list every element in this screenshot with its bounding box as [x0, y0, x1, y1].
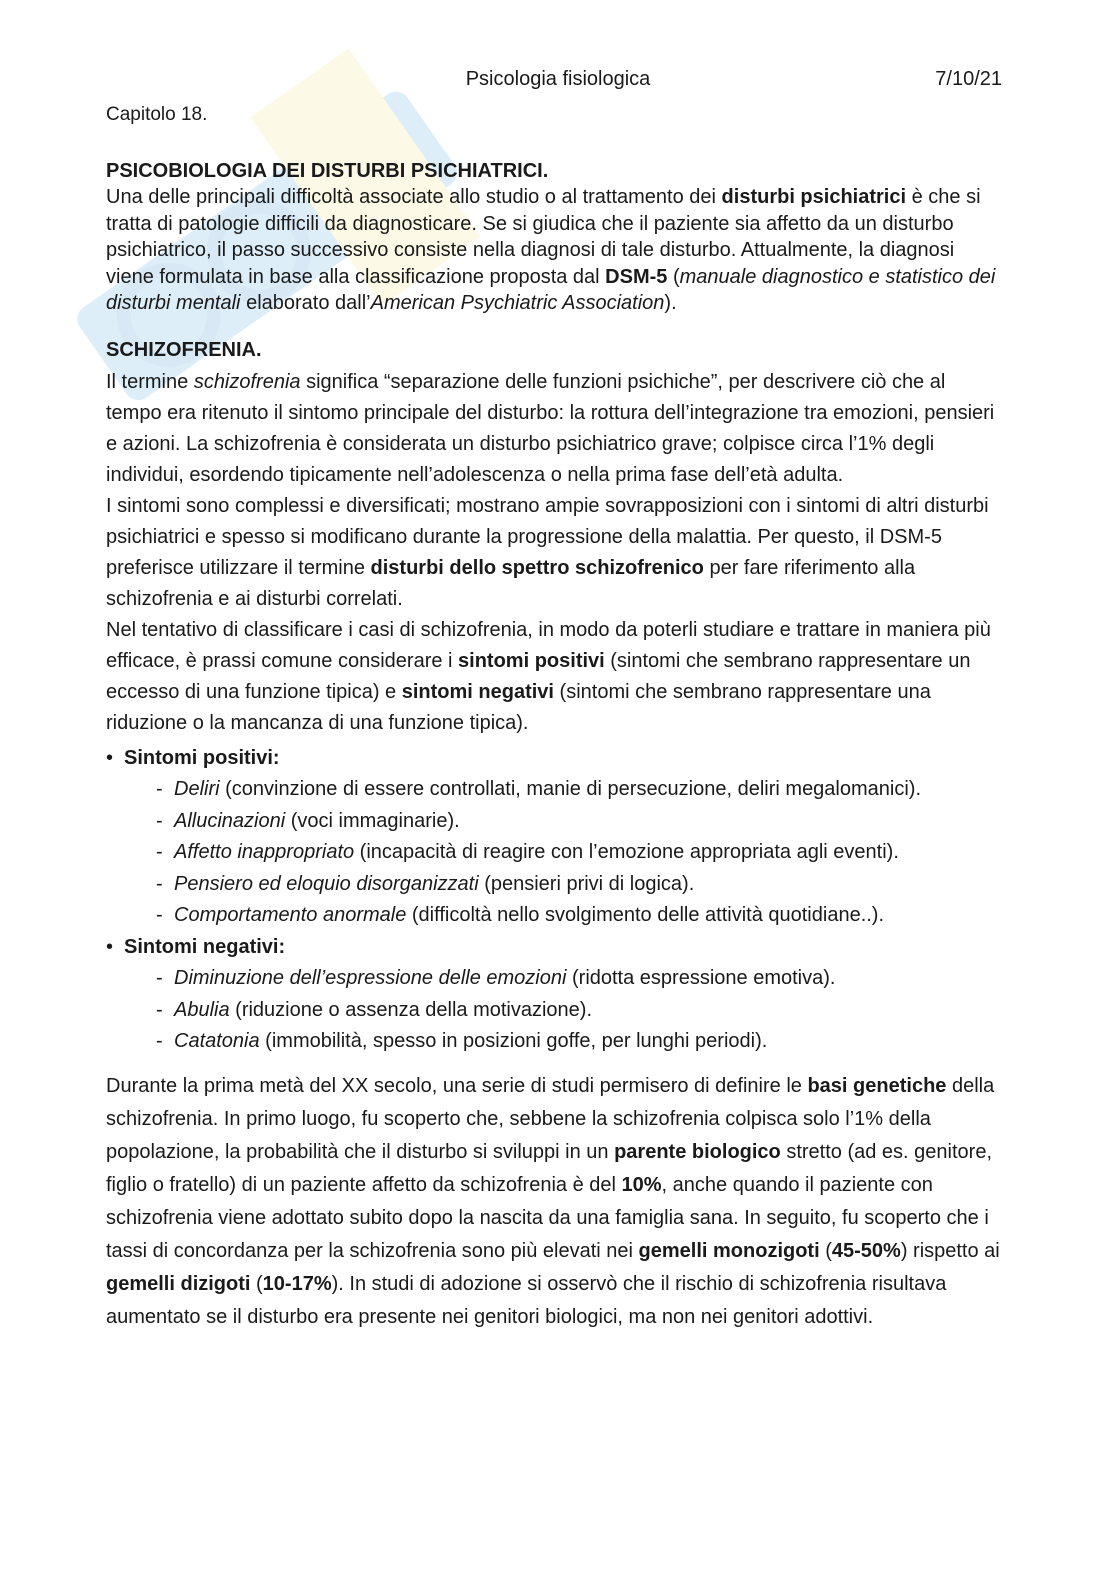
list-item: - Allucinazioni (voci immaginarie). — [156, 806, 1006, 838]
positive-symptoms: • Sintomi positivi: - Deliri (convinzione di essere controllati, manie di persecuzione, deliri megalomanici). - Allucinazioni (voci immaginarie). - Affetto inappropriato (incapacità di reagire con l’emozione appropriata agli eventi). - Pensiero ed eloquio disorganizzati (pensieri privi di logica). - Comportamento anormale (difficoltà nello svolgimento delle attività quotidiane..). — [106, 743, 1006, 932]
list-item: - Comportamento anormale (difficoltà nello svolgimento delle attività quotidiane..). — [156, 900, 1006, 932]
negative-symptoms: • Sintomi negativi: - Diminuzione dell’espressione delle emozioni (ridotta espressione emotiva). - Abulia (riduzione o assenza della motivazione). - Catatonia (immobilità, spesso in posizioni goffe, per lunghi periodi). — [106, 932, 1006, 1058]
intro-paragraph: Una delle principali difficoltà associate allo studio o al trattamento dei disturbi psichiatrici è che si tratta di patologie difficili da diagnosticare. Se si giudica che il paziente sia affetto da un disturbo psichiatrico, il passo successivo consiste nella diagnosi di tale disturbo. Attualmente, la diagnosi viene formulata in base alla classificazione proposta dal DSM-5 (manuale diagnostico e statistico dei disturbi mentali elaborato dall’American Psychiatric Association). — [106, 186, 996, 314]
section-heading-psicobiologia: PSICOBIOLOGIA DEI DISTURBI PSICHIATRICI. — [106, 160, 549, 182]
document-body — [106, 158, 1006, 1334]
schizofrenia-paragraph-1: Il termine schizofrenia significa “separazione delle funzioni psichiche”, per descrivere ciò che al tempo era ritenuto il sintomo principale del disturbo: la rottura dell’integrazione tra emozioni, pensieri e azioni. La schizofrenia è considerata un disturbo psichiatrico grave; colpisce circa l’1% degli individui, esordendo tipicamente nell’adolescenza o nella prima fase dell’età adulta. — [106, 370, 995, 486]
list-item: - Catatonia (immobilità, spesso in posizioni goffe, per lunghi periodi). — [156, 1026, 1006, 1058]
list-item: - Pensiero ed eloquio disorganizzati (pensieri privi di logica). — [156, 869, 1006, 901]
chapter-label: Capitolo 18. — [106, 104, 208, 125]
list-item: - Affetto inappropriato (incapacità di reagire con l’emozione appropriata agli eventi). — [156, 837, 1006, 869]
genetics-paragraph: Durante la prima metà del XX secolo, una serie di studi permisero di definire le basi genetiche della schizofrenia. In primo luogo, fu scoperto che, sebbene la schizofrenia colpisca solo l’1% della popolazione, la probabilità che il disturbo si sviluppi in un parente biologico stretto (ad es. genitore, figlio o fratello) di un paziente affetto da schizofrenia è del 10%, anche quando il paziente con schizofrenia viene adottato subito dopo la nascita da una famiglia sana. In seguito, fu scoperto che i tassi di concordanza per la schizofrenia sono più elevati nei gemelli monozigoti (45-50%) rispetto ai gemelli dizigoti (10-17%). In studi di adozione si osservò che il rischio di schizofrenia risultava aumentato se il disturbo era presente nei genitori biologici, ma non nei genitori adottivi. — [106, 1074, 1000, 1328]
document-title: Psicologia fisiologica — [465, 68, 651, 90]
document-date: 7/10/21 — [935, 68, 1002, 90]
list-item: - Abulia (riduzione o assenza della motivazione). — [156, 995, 1006, 1027]
list-item: - Diminuzione dell’espressione delle emozioni (ridotta espressione emotiva). — [156, 963, 1006, 995]
symptom-list — [106, 743, 1006, 1058]
schizofrenia-paragraph-2: I sintomi sono complessi e diversificati; mostrano ampie sovrapposizioni con i sintomi di altri disturbi psichiatrici e spesso si modificano durante la progressione della malattia. Per questo, il DSM-5 preferisce utilizzare il termine disturbi dello spettro schizofrenico per fare riferimento alla schizofrenia e ai disturbi correlati. — [106, 494, 989, 610]
section-heading-schizofrenia: SCHIZOFRENIA. — [106, 338, 262, 361]
schizofrenia-paragraph-3: Nel tentativo di classificare i casi di schizofrenia, in modo da poterli studiare e trattare in maniera più efficace, è prassi comune considerare i sintomi positivi (sintomi che sembrano rappresentare un eccesso di una funzione tipica) e sintomi negativi (sintomi che sembrano rappresentare una riduzione o la mancanza di una funzione tipica). — [106, 618, 991, 734]
list-item: - Deliri (convinzione di essere controllati, manie di persecuzione, deliri megalomanici). — [156, 774, 1006, 806]
